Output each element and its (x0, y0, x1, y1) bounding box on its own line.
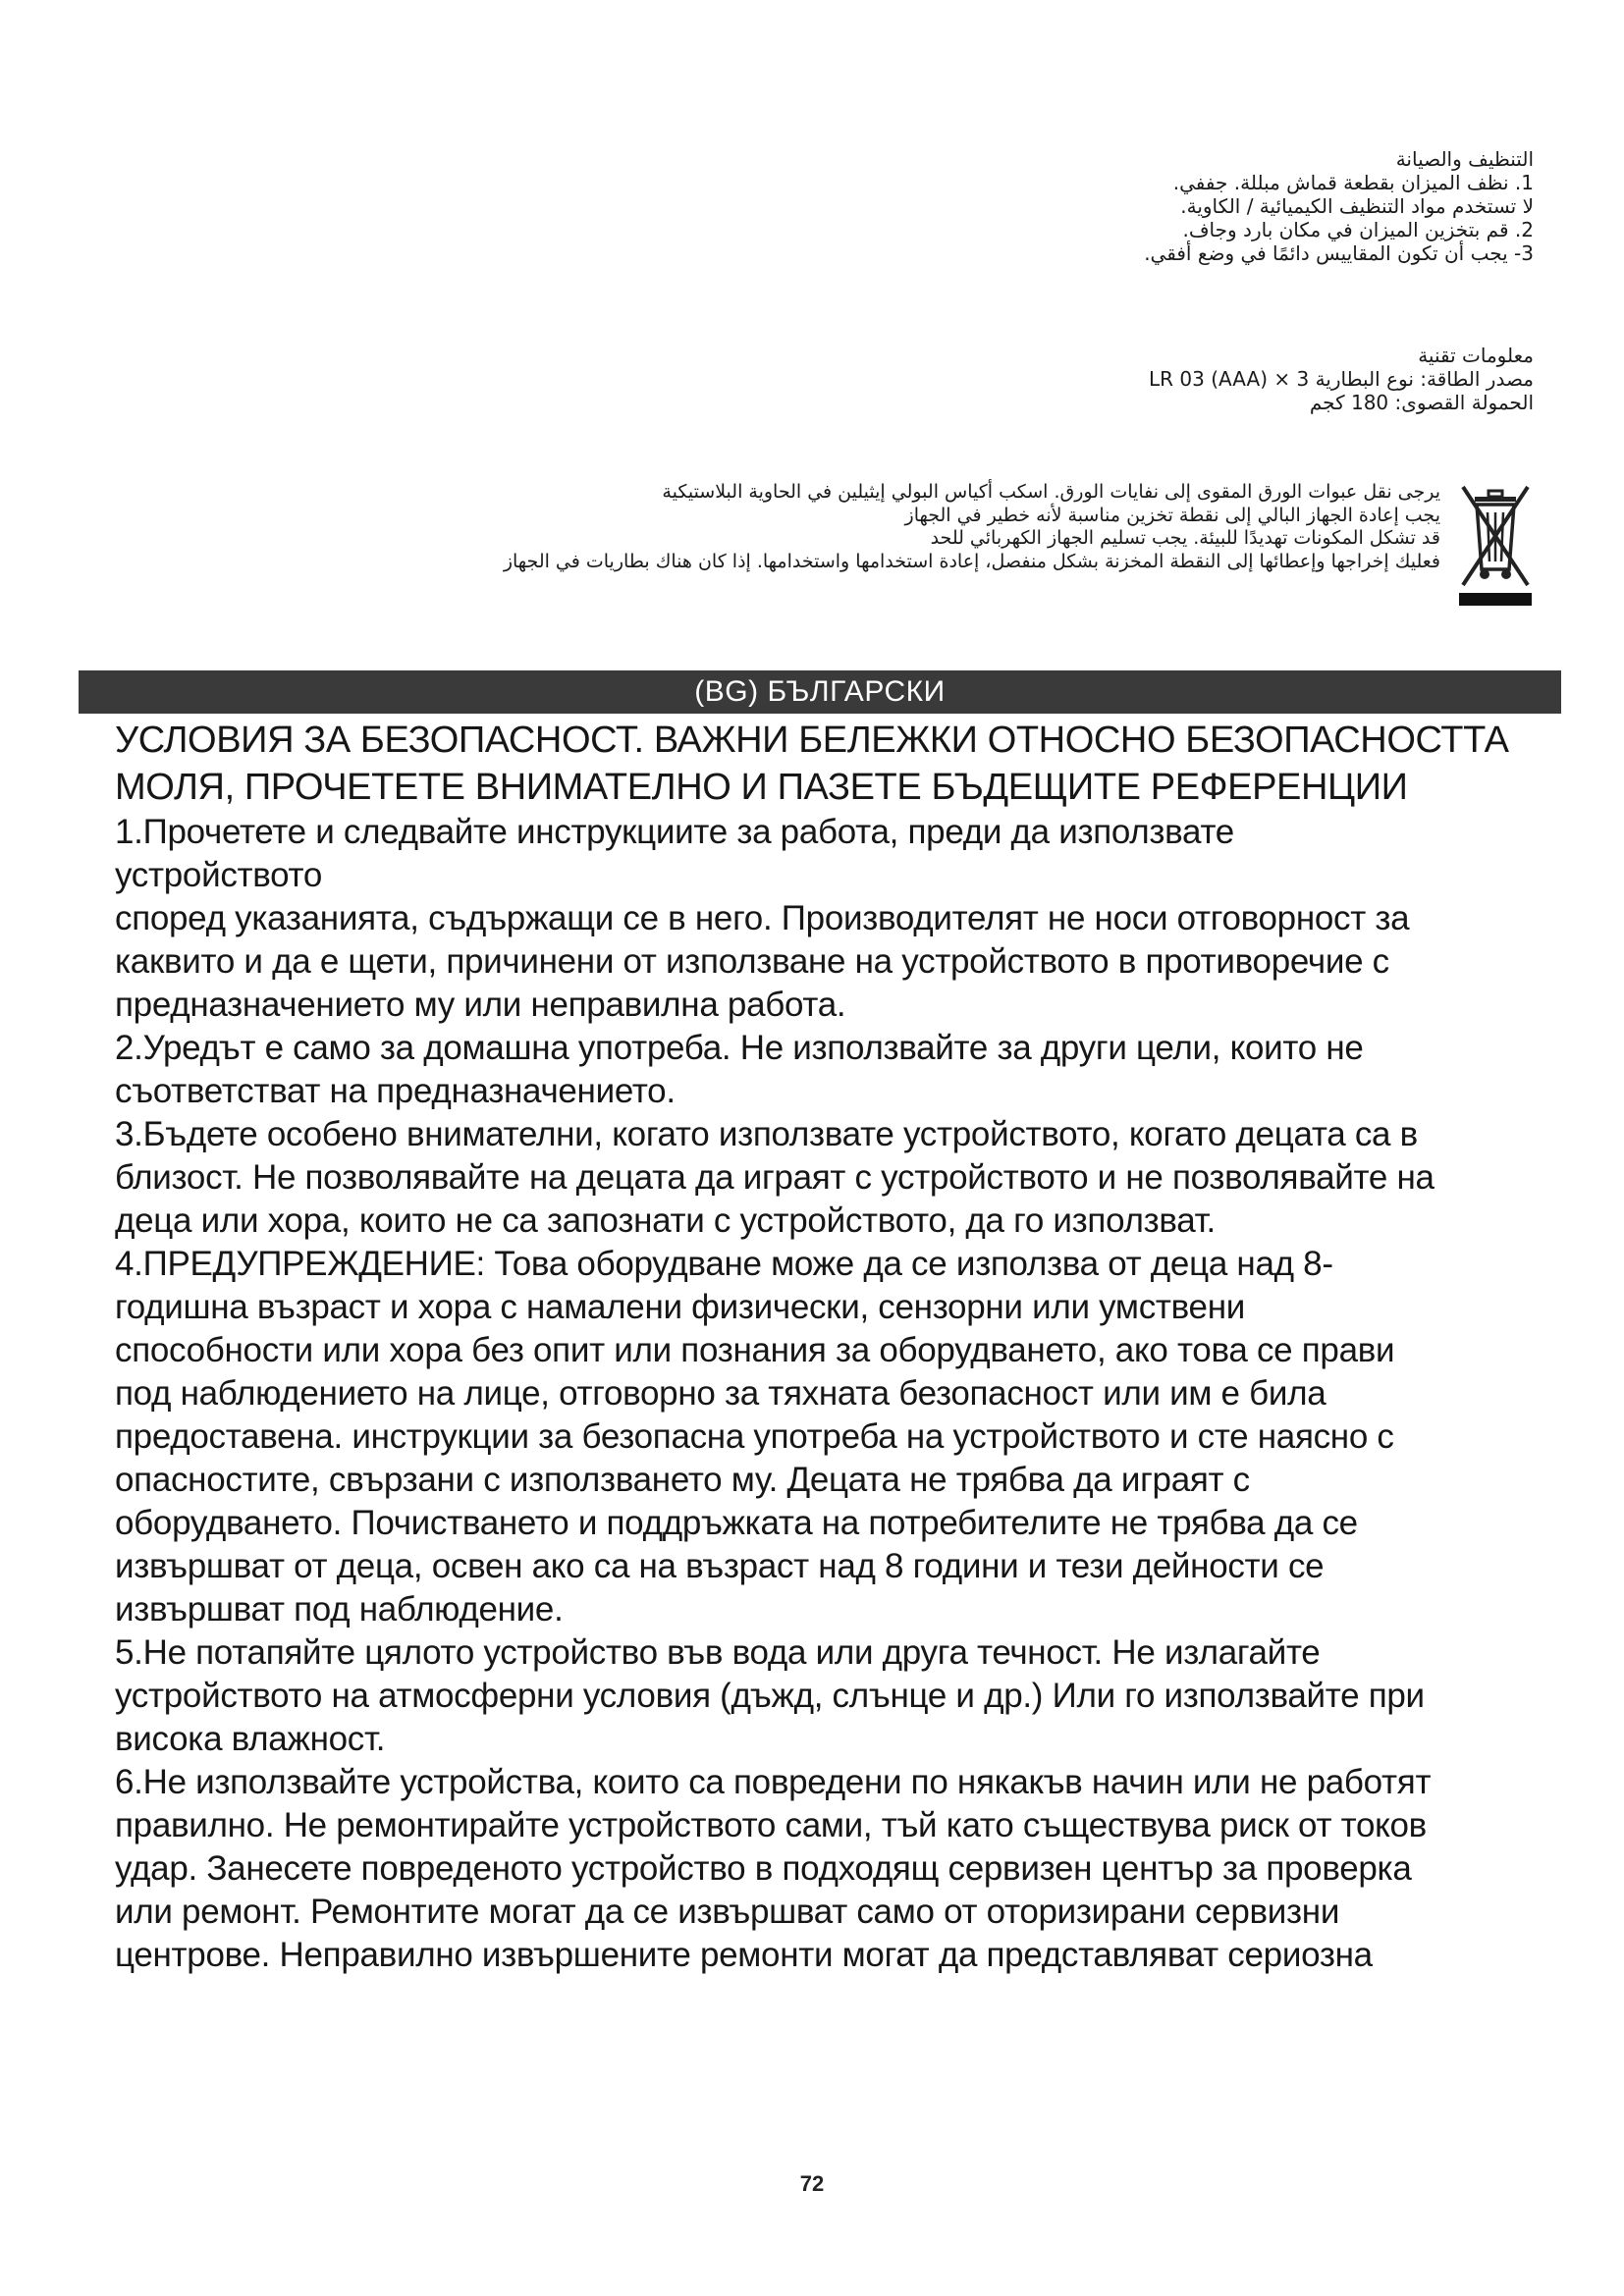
text-line: близост. Не позволявайте на децата да играят с устройството и не позволявайте на (115, 1158, 1435, 1197)
arabic-tech-title: معلومات تقنية (1418, 344, 1534, 367)
arabic-cleaning-line: 2. قم بتخزين الميزان في مكان بارد وجاف. (1182, 218, 1534, 241)
text-line: 6.Не използвайте устройства, които са повредени по някакъв начин или не работят (115, 1763, 1432, 1801)
text-line: опасностите, свързани с използването му. Децата не трябва да играят с (115, 1461, 1250, 1499)
arabic-cleaning-line: لا تستخدم مواد التنظيف الكيميائية / الكاوية. (1180, 194, 1534, 218)
bulgarian-safety-text (115, 717, 1548, 1977)
arabic-tech-line: مصدر الطاقة: نوع البطارية 3 × LR 03 (AAA) (1149, 367, 1534, 391)
safety-paragraph-1 (115, 811, 1548, 897)
safety-paragraph-1-cont (115, 897, 1548, 1027)
section-header-bg: (BG) БЪЛГАРСКИ (79, 670, 1561, 714)
text-line: висока влажност. (115, 1720, 386, 1758)
text-line: удар. Занесете повреденото устройство в подходящ сервизен център за проверка (115, 1849, 1412, 1888)
text-line: способности или хора без опит или познания за оборудването, ако това се прави (115, 1331, 1395, 1369)
text-line: 2.Уредът е само за домашна употреба. Не използвайте за други цели, които не (115, 1029, 1364, 1067)
safety-paragraph-6 (115, 1761, 1548, 1977)
safety-heading (115, 717, 1548, 811)
weee-notice (206, 481, 1534, 638)
text-line: 1.Прочетете и следвайте инструкциите за работа, преди да използвате (115, 813, 1234, 851)
arabic-cleaning-section (846, 147, 1534, 265)
safety-heading-line: МОЛЯ, ПРОЧЕТЕТЕ ВНИМАТЕЛНО И ПАЗЕТЕ БЪДЕЩИТЕ РЕФЕРЕНЦИИ (115, 767, 1408, 808)
text-line: извършват от деца, освен ако са на възраст над 8 години и тези дейности се (115, 1547, 1325, 1585)
weee-line: يجب إعادة الجهاز البالي إلى نقطة تخزين مناسبة لأنه خطير في الجهاز (904, 504, 1440, 526)
text-line: 3.Бъдете особено внимателни, когато използвате устройството, когато децата са в (115, 1115, 1418, 1153)
weee-text (223, 481, 1440, 573)
arabic-cleaning-line: 1. نظف الميزان بقطعة قماش مبللة. جففي. (1172, 171, 1534, 194)
text-line: извършват под наблюдение. (115, 1590, 564, 1629)
safety-paragraph-2 (115, 1027, 1548, 1113)
text-line: устройството (115, 856, 323, 894)
text-line: предназначението му или неправилна работа. (115, 986, 846, 1024)
text-line: деца или хора, които не са запознати с устройството, да го използват. (115, 1201, 1216, 1240)
text-line: центрове. Неправилно извършените ремонти могат да представляват сериозна (115, 1936, 1373, 1974)
text-line: правилно. Не ремонтирайте устройството сами, тъй като съществува риск от токов (115, 1806, 1427, 1844)
safety-heading-line: УСЛОВИЯ ЗА БЕЗОПАСНОСТ. ВАЖНИ БЕЛЕЖКИ ОТНОСНО БЕЗОПАСНОСТТА (115, 720, 1509, 761)
safety-paragraph-3 (115, 1113, 1548, 1243)
text-line: под наблюдението на лице, отговорно за тяхната безопасност или им е била (115, 1374, 1326, 1413)
text-line: според указанията, съдържащи се в него. Производителят не носи отговорност за (115, 899, 1410, 937)
text-line: устройството на атмосферни условия (дъжд, слънце и др.) Или го използвайте при (115, 1677, 1425, 1715)
text-line: оборудването. Почистването и поддръжката на потребителите не трябва да се (115, 1504, 1358, 1542)
text-line: или ремонт. Ремонтите могат да се извършват само от оторизирани сервизни (115, 1893, 1340, 1931)
text-line: годишна възраст и хора с намалени физически, сензорни или умствени (115, 1288, 1245, 1326)
text-line: съответстват на предназначението. (115, 1072, 676, 1110)
page-number: 72 (799, 2171, 825, 2196)
weee-line: يرجى نقل عبوات الورق المقوى إلى نفايات الورق. اسكب أكياس البولي إيثيلين في الحاوية البلاستيكية (662, 481, 1440, 503)
weee-line: قد تشكل المكونات تهديدًا للبيئة. يجب تسليم الجهاز الكهربائي للحد (930, 527, 1440, 549)
arabic-cleaning-title: التنظيف والصيانة (1395, 147, 1534, 171)
crossed-out-wheelie-bin-icon (1457, 483, 1534, 609)
safety-paragraph-5 (115, 1631, 1548, 1761)
text-line: предоставена. инструкции за безопасна употреба на устройството и сте наясно с (115, 1417, 1394, 1456)
text-line: каквито и да е щети, причинени от използване на устройството в противоречие с (115, 942, 1389, 981)
arabic-tech-line: الحمولة القصوى: 180 كجم (1309, 391, 1534, 414)
arabic-cleaning-line: 3- يجب أن تكون المقاييس دائمًا في وضع أفقي. (1144, 241, 1534, 265)
text-line: 5.Не потапяйте цялото устройство във вода или друга течност. Не излагайте (115, 1633, 1321, 1672)
text-line: 4.ПРЕДУПРЕЖДЕНИЕ: Това оборудване може да се използва от деца над 8- (115, 1245, 1333, 1283)
arabic-tech-section (846, 344, 1534, 414)
weee-line: فعليك إخراجها وإعطائها إلى النقطة المخزنة بشكل منفصل، إعادة استخدامها واستخدامها. إذا كان هناك بطاريات في الجهاز (503, 550, 1440, 572)
safety-paragraph-4 (115, 1243, 1548, 1631)
